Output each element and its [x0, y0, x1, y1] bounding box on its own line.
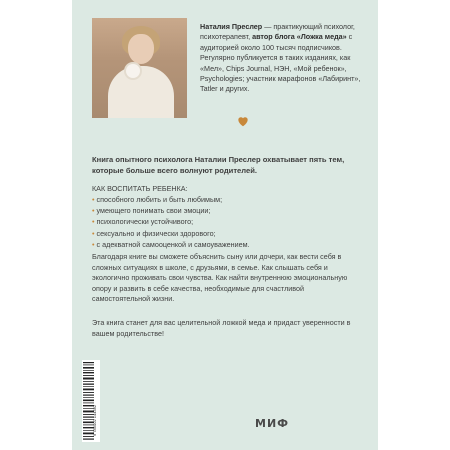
isbn-barcode	[82, 360, 100, 442]
list-item: • с адекватной самооценкой и самоуважением.	[92, 239, 250, 250]
list-item: • умеющего понимать свои эмоции;	[92, 205, 250, 216]
author-name: Наталия Преслер	[200, 22, 263, 31]
list-title: КАК ВОСПИТАТЬ РЕБЕНКА:	[92, 184, 188, 193]
list-item: • психологически устойчивого;	[92, 216, 250, 227]
description-paragraph: Благодаря книге вы сможете объяснить сыну или дочери, как вести себя в сложных ситуациях в школе, с друзьями, в семье. Как слышать себя и экологично проживать свои чувства. Как найти внутреннюю эмоциональную опору и развить в себе качества, необходимые для счастливой самостоятельной жизни.	[92, 252, 348, 304]
flower-brooch	[126, 64, 140, 78]
author-photo	[92, 18, 187, 118]
list-item: • сексуально и физически здорового;	[92, 228, 250, 239]
book-back-cover	[72, 0, 378, 450]
bio-text-1: — практикующий психолог, психотерапевт,	[200, 22, 355, 42]
blog-name: автор блога «Ложка меда»	[252, 32, 347, 42]
author-jacket	[108, 66, 174, 118]
author-face	[128, 34, 154, 64]
author-bio	[200, 22, 370, 95]
isbn-number: 9 785002 144462	[92, 404, 97, 436]
heart-icon	[236, 114, 250, 128]
bio-text-2: с аудиторией около 100 тысяч подписчиков. Регулярно публикуется в таких изданиях, как «Мел», Chips Journal, НЭН, «Мой ребенок», Psychologies; участник марафонов «Лабиринт», Tatler и других.	[200, 32, 361, 94]
publisher-logo: МИФ	[255, 417, 290, 430]
list-item: • способного любить и быть любимым;	[92, 194, 250, 205]
topics-list	[92, 194, 250, 250]
closing-paragraph: Эта книга станет для вас целительной ложкой меда и придаст уверенности в вашем родительстве!	[92, 318, 351, 338]
lead-paragraph: Книга опытного психолога Наталии Преслер охватывает пять тем, которые больше всего волнуют родителей.	[92, 155, 345, 175]
